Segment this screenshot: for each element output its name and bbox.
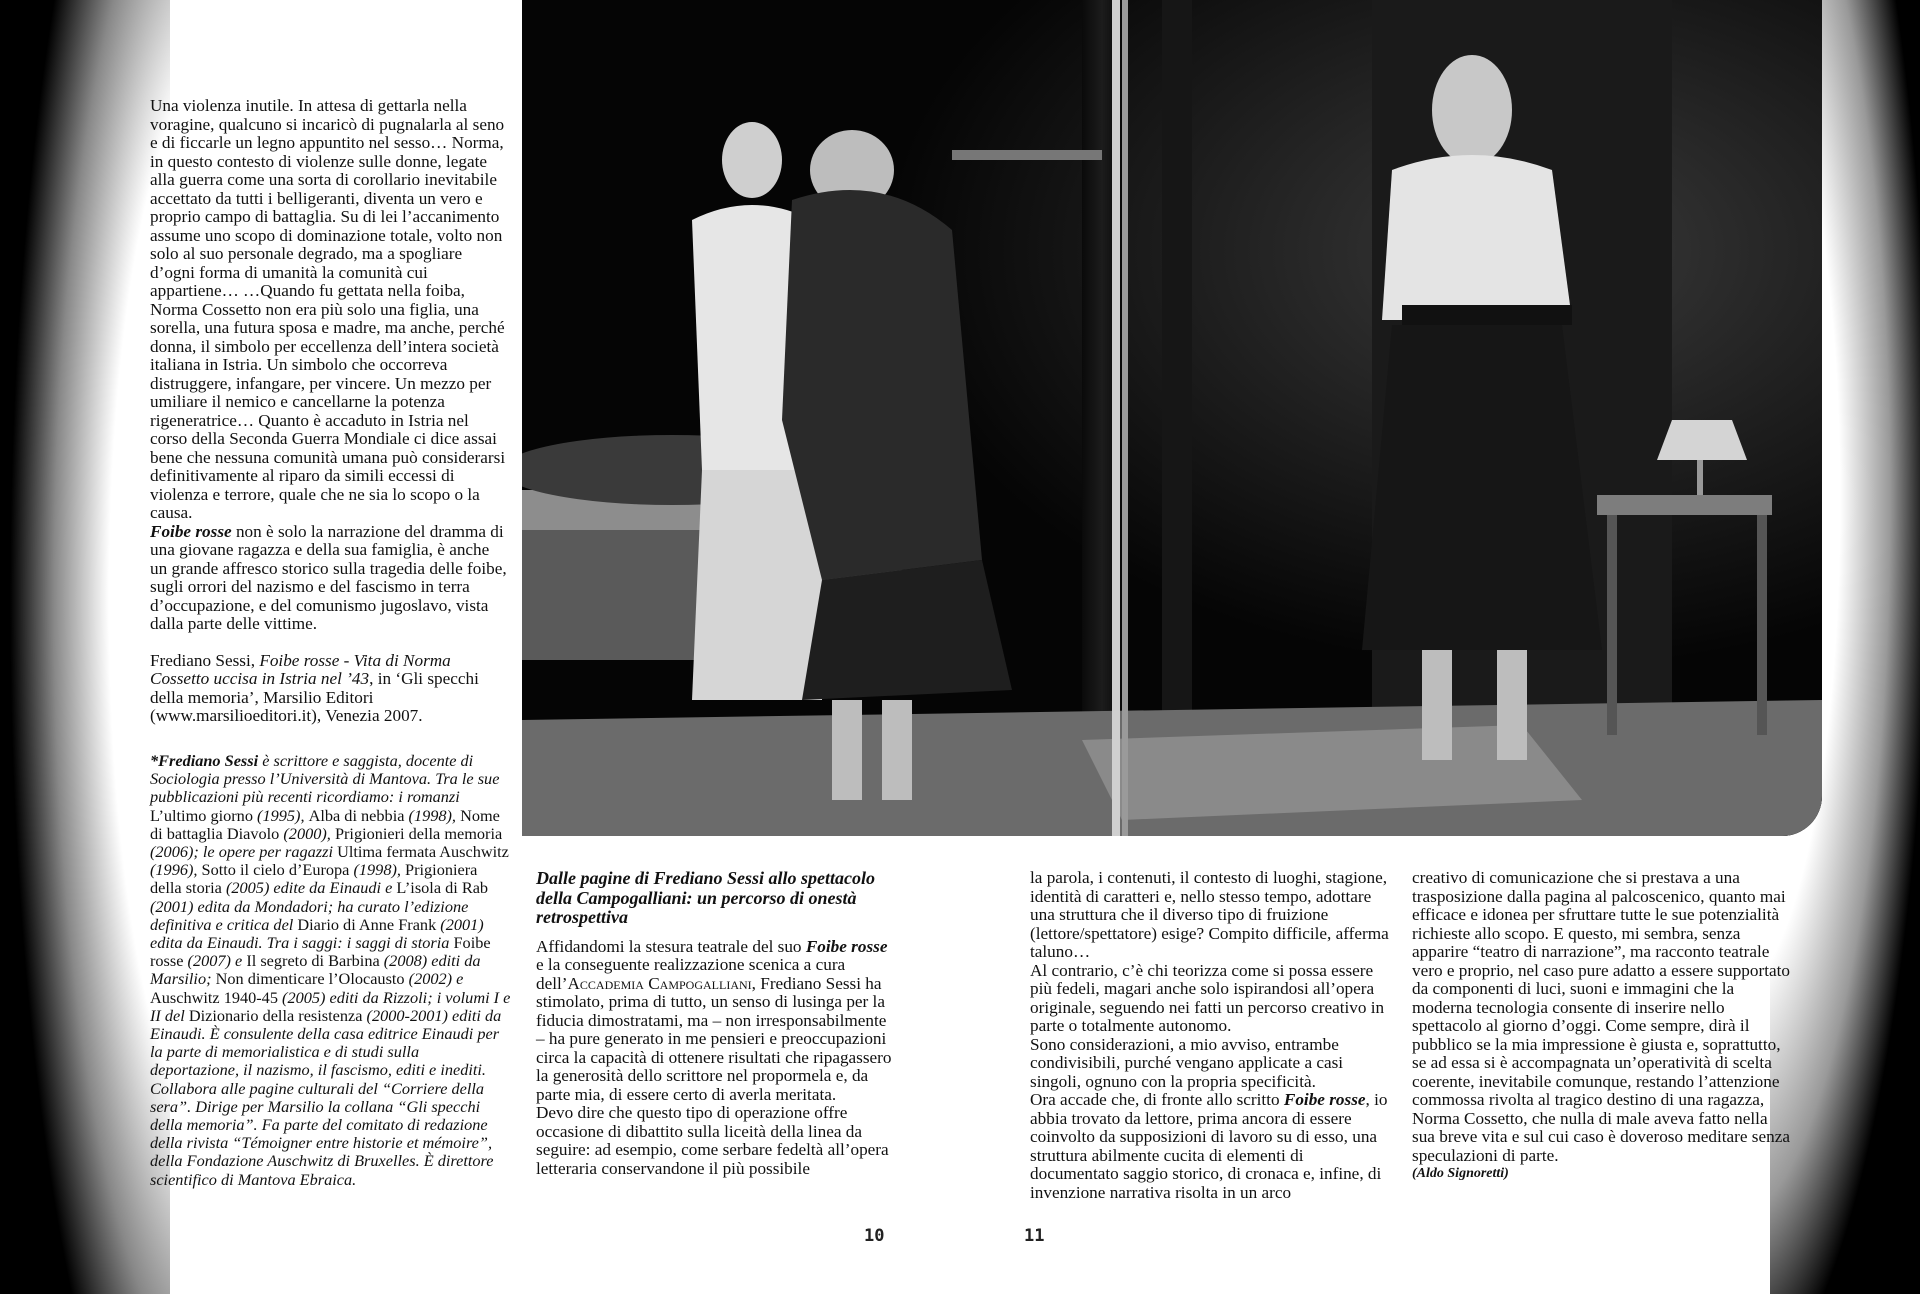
article-column-3 [1412, 869, 1792, 1184]
bio-text-5: (2006); le opere per ragazzi [150, 842, 338, 862]
article-column-2 [1030, 869, 1390, 1202]
bio-text-6: (1996), [150, 860, 202, 880]
article-heading: Dalle pagine di Frediano Sessi allo spettacolo della Campogalliani: un percorso di onestà retrospettiva [536, 868, 876, 927]
bio-text-9: (2001) edita da Mondadori; ha curato l’edizione definitiva e critica del [150, 896, 469, 934]
page-number-right: 11 [1024, 1226, 1045, 1246]
left-paragraph-1: Una violenza inutile. In attesa di gettarla nella voragine, qualcuno si incaricò di pugnalarla al seno e di ficcarle un legno appuntito nel sesso… Norma, in questo contesto di violenze sulle donne, legate alla guerra come una sorta di corollario inevitabile accettato da tutti i belligeranti, diventa un vero e proprio campo di battaglia. Su di lei l’accanimento assume uno scopo di dominazione totale, volto non solo al suo personale degrado, ma a spogliare d’ogni forma di umanità la comunità cui appartiene… …Quando fu gettata nella foiba, Norma Cossetto non era più solo una figlia, una sorella, una futura sposa e madre, ma anche, perché donna, il simbolo per eccellenza dell’intera società italiana in Istria. Un simbolo che occorreva distruggere, infangare, per vincere. Un mezzo per umiliare il nemico e cancellarne la potenza rigeneratrice… Quanto è accaduto in Istria nel corso della Seconda Guerra Mondiale ci dice assai bene che nessuna comunità umana può considerarsi definitivamente al riparo da simili eccessi di violenza e terrore, quale che ne sia lo scopo o la causa. [150, 96, 506, 522]
article-para-1 [536, 938, 896, 1105]
bio-text-14: (2005) editi da Rizzoli; i volumi I e II del [150, 987, 511, 1025]
left-paragraph-2-text: non è solo la narrazione del dramma di una giovane ragazza e della sua famiglia, è anche un grande affresco storico sulla tragedia delle foibe, sugli orrori del nazismo e del fascismo in terra d’occupazione, e del comunismo jugoslavo, vista dalla parte delle vittime. [150, 521, 507, 633]
book-title: Foibe rosse [150, 521, 232, 541]
page-number-left: 10 [864, 1226, 885, 1246]
bio-work-14: Dizionario della resistenza [188, 1005, 363, 1025]
bio-work-7: Prigioniera della storia [150, 860, 478, 898]
article-para-3: la parola, i contenuti, il contesto di luoghi, stagione, identità di caratteri e, nello stesso tempo, adottare una struttura che il diverso tipo di fruizione (lettore/spettatore) esige? Compito difficile, afferma taluno… [1030, 868, 1389, 961]
bio-work-5: Ultima fermata Auschwitz [337, 842, 509, 862]
bio-work-3: Nome di battaglia Diavolo [150, 805, 500, 843]
article-signature: (Aldo Signoretti) [1412, 1166, 1509, 1181]
bio-text-1: è scrittore e saggista, docente di Sociologia presso l’Università di Mantova. Tra le sue pubblicazioni più recenti ricordiamo: i romanzi [150, 751, 500, 807]
bio-text-13: (2002) e [404, 969, 464, 989]
bio-work-12: Non dimenticare l’Olocausto [215, 969, 405, 989]
bio-work-9: Diario di Anne Frank [297, 914, 437, 934]
author-bio [150, 752, 512, 1189]
bio-text-11: (2007) e [183, 951, 247, 971]
article-para-6 [1030, 1091, 1390, 1202]
left-paragraph-2 [150, 523, 510, 634]
c3-text-d2: , io abbia trovato da lettore, prima ancora di essere coinvolto da supposizioni di lavoro su di esso, una struttura abilmente cucita di elementi di documentato saggio storico, di cronaca e, infine, di invenzione narrativa risolta in un arco [1030, 1090, 1388, 1202]
bio-text-3: (1998), [404, 805, 461, 825]
bio-text-12: (2008) editi da Marsilio; [150, 951, 481, 989]
bio-work-4: Prigionieri della memoria [334, 823, 503, 843]
ref-title: Foibe rosse - Vita di Norma Cossetto uccisa in Istria nel ’43 [150, 650, 451, 688]
c2-text-c: , Frediano Sessi ha stimolato, prima di tutto, un senso di lusinga per la fiducia dimostratami, ma – non irresponsabilmente – ha pure generato in me pensieri e preoccupazioni circa la capacità di ottenere risultati che ripagassero la generosità dello scrittore nel propormela e, da parte mia, di essere certo di averla meritata. [536, 973, 892, 1104]
ref-author: Frediano Sessi, [150, 650, 260, 670]
bio-text-8: (2005) edite da Einaudi e [221, 878, 397, 898]
bio-work-11: Il segreto di Barbina [246, 951, 380, 971]
bio-text-4: (2000), [279, 823, 335, 843]
bio-work-10: Foibe rosse [150, 933, 491, 971]
c3-book-title: Foibe rosse [1283, 1090, 1366, 1109]
bio-text-15: (2000-2001) editi da Einaudi. È consulente della casa editrice Einaudi per la parte di memorialistica e di studi sulla deportazione, il nazismo, il fascismo, editi e inediti. Collabora alle pagine culturali del “Corriere della sera”. Dirige per Marsilio la collana “Gli specchi della memoria”. Fa parte del comitato di redazione della rivista “Témoigner entre historie et mémoire”, della Fondazione Auschwitz di Bruxelles. È direttore scientifico di Mantova Ebraica. [150, 1005, 502, 1189]
c2-text-b: e la conseguente realizzazione scenica a cura dell’ [536, 955, 846, 993]
c2-text-a: Affidandomi la stesura teatrale del suo [536, 936, 806, 956]
bio-work-13: Auschwitz 1940-45 [150, 987, 278, 1007]
left-column-text [150, 97, 510, 726]
article-para-5: Sono considerazioni, a mio avviso, entrambe condivisibili, purché vengano applicate a casi singoli, ognuno con la propria specificità. [1030, 1034, 1344, 1091]
c2-book-title: Foibe rosse [805, 936, 888, 956]
left-vignette [0, 0, 170, 1294]
bio-work-2: Alba di nebbia [308, 805, 405, 825]
article-para-7: creativo di comunicazione che si prestava a una trasposizione dalla pagina al palcoscenico, quanto mai efficace e idonea per sfruttare tutte le sue potenzialità richieste allo scopo. E questo, mi sembra, senza apparire “teatro di narrazione”, ma racconto teatrale vero e proprio, nel caso pure adatto a essere supportato da componenti di luci, suoni e immagini che la moderna tecnologia consente di inserire nello spettacolo al giorno d’oggi. Come sempre, dirà il pubblico se la mia impressione è giusta e, soprattutto, se ad essa si è accompagnata un’operatività di scelta coerente, inevitabile comunque, restando l’attenzione commossa rivolta al tragico destino di una ragazza, Norma Cossetto, che nulla di male aveva fatto nella sua breve vita e sul cui caso è doveroso meditare senza speculazioni di parte. [1412, 868, 1790, 1165]
bio-work-1: L’ultimo giorno [150, 805, 253, 825]
bio-work-6: Sotto il cielo d’Europa [201, 860, 350, 880]
ref-rest: , in ‘Gli specchi della memoria’, Marsilio Editori (www.marsilioeditori.it), Venezia 2007. [150, 669, 479, 725]
bio-text-7: (1998), [349, 860, 406, 880]
bio-text-2: (1995), [252, 805, 309, 825]
bio-text-10: (2001) edita da Einaudi. Tra i saggi: i saggi di storia [150, 914, 484, 953]
article-para-4: Al contrario, c’è chi teorizza come si possa essere più fedeli, magari anche solo ispirandosi all’opera originale, seguendo nei fatti un percorso creativo in parte o totalmente autonomo. [1030, 960, 1385, 1035]
academy-name: Accademia Campogalliani [567, 973, 752, 993]
article-para-2: Devo dire che questo tipo di operazione offre occasione di dibattito sulla liceità della linea da seguire: ad esempio, come serbare fedeltà all’opera letteraria conservandone il più possibile [536, 1103, 889, 1178]
stage-photo [522, 0, 1822, 836]
bio-work-8: L’isola di Rab [396, 878, 489, 898]
author-bio-text [150, 752, 512, 1189]
article-column-1 [536, 869, 896, 1178]
bio-author-name: *Frediano Sessi [150, 751, 259, 770]
c3-text-d1: Ora accade che, di fronte allo scritto [1030, 1090, 1284, 1109]
book-reference [150, 652, 510, 726]
stage-photo-illustration [522, 0, 1822, 836]
